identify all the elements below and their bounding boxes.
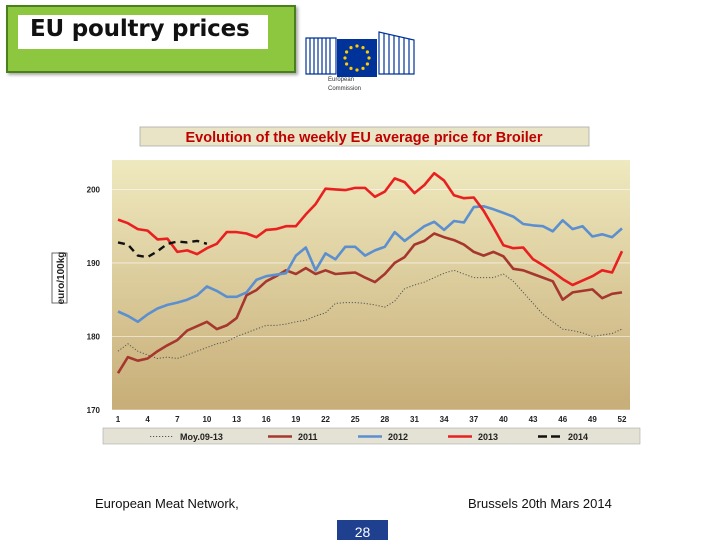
x-tick-label: 10: [202, 415, 212, 424]
logo-text-commission: Commission: [328, 86, 362, 92]
x-tick-label: 43: [528, 415, 538, 424]
x-tick-label: 16: [261, 415, 271, 424]
y-tick-label: 170: [86, 406, 100, 415]
x-tick-label: 37: [469, 415, 479, 424]
logo-text-european: European: [328, 77, 355, 83]
x-tick-label: 52: [617, 415, 627, 424]
x-tick-label: 46: [558, 415, 568, 424]
page-number-box: [337, 520, 388, 540]
legend-label: 2014: [568, 432, 589, 442]
x-tick-label: 34: [439, 415, 449, 424]
x-tick-label: 22: [321, 415, 330, 424]
x-tick-label: 31: [410, 415, 419, 424]
x-tick-label: 4: [145, 415, 150, 424]
legend-label: Moy.09-13: [180, 432, 223, 442]
footer-network: European Meat Network,: [95, 496, 239, 511]
y-tick-label: 200: [86, 185, 100, 195]
x-axis-ticks: [116, 415, 627, 424]
x-tick-label: 25: [350, 415, 360, 424]
legend-label: 2013: [478, 432, 499, 442]
plot-area: [112, 160, 630, 410]
y-axis-ticks: [87, 185, 101, 415]
x-tick-label: 28: [380, 415, 390, 424]
x-tick-label: 49: [587, 415, 597, 424]
y-axis-label: euro/100kg: [56, 251, 67, 305]
y-axis-label-group: [52, 252, 67, 305]
y-tick-label: 180: [86, 332, 100, 342]
legend-label: 2011: [298, 432, 318, 442]
x-tick-label: 7: [175, 415, 180, 424]
y-tick-label: 190: [86, 258, 100, 268]
legend-label: 2012: [388, 432, 409, 442]
x-tick-label: 40: [498, 415, 508, 424]
footer-place-date: Brussels 20th Mars 2014: [468, 496, 612, 511]
x-tick-label: 13: [232, 415, 242, 424]
x-tick-label: 19: [291, 415, 301, 424]
slide-title: EU poultry prices: [30, 16, 250, 42]
page-number: 28: [354, 524, 371, 540]
x-tick-label: 1: [115, 415, 121, 424]
chart-title: Evolution of the weekly EU average price for Broiler: [185, 130, 543, 146]
